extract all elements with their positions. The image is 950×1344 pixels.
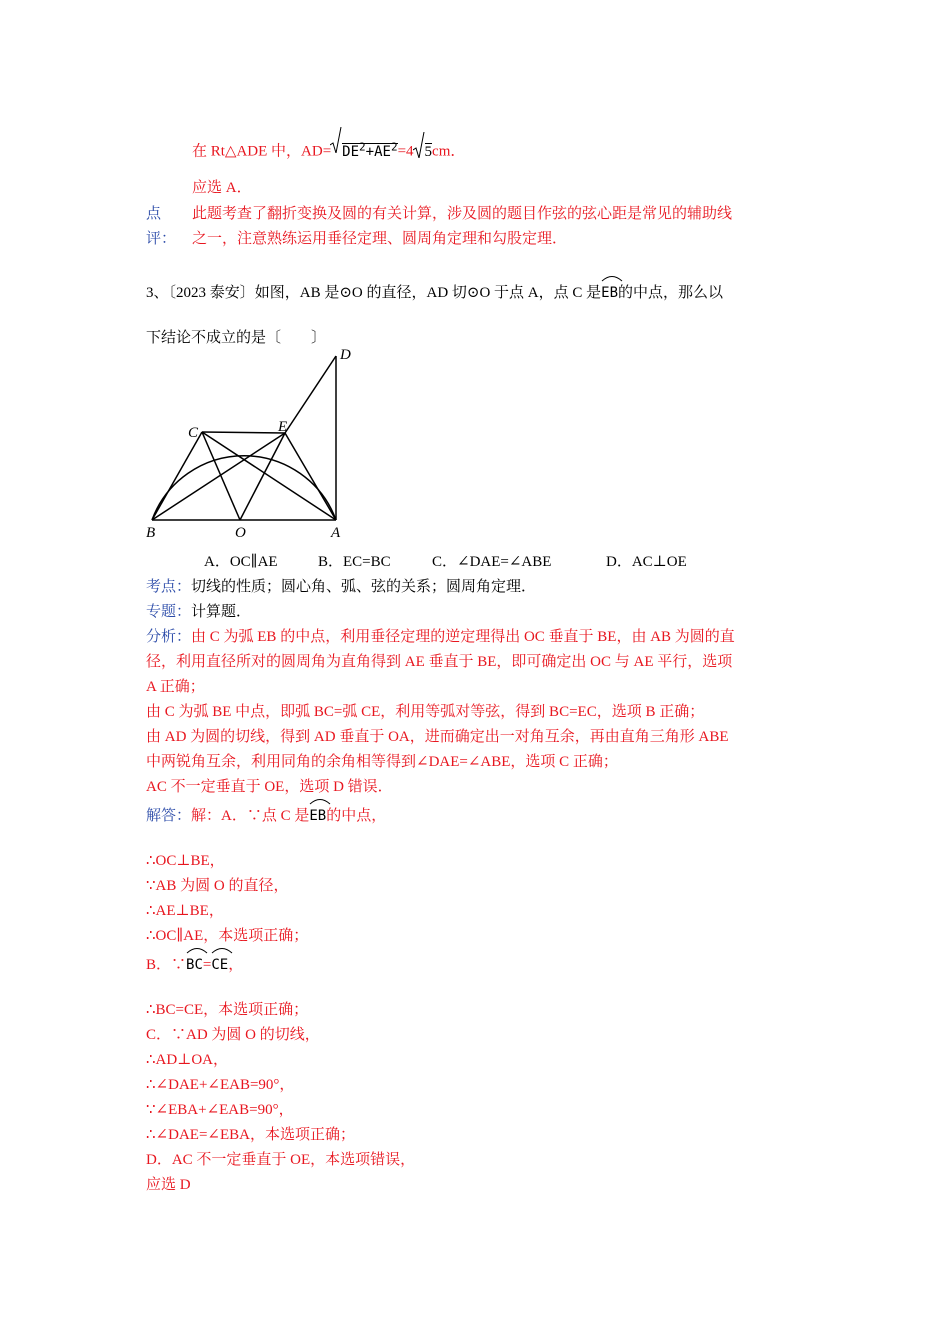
arc-icon xyxy=(211,946,233,954)
fenxi-line-7: AC 不一定垂直于 OE，选项 D 错误． xyxy=(146,779,393,795)
segment-de xyxy=(285,356,336,433)
jieda-line-6 xyxy=(146,955,243,975)
question-text-pre: 3、〔2023 泰安〕如图，AB 是⊙O 的直径，AD 切⊙O 于点 A，点 C 是 xyxy=(146,285,602,301)
prev-answer: 应选 A． xyxy=(192,180,252,196)
fenxi-line-3: A 正确； xyxy=(146,679,205,695)
fenxi-text-1: 由 C 为弧 EB 的中点，利用垂径定理的逆定理得出 OC 垂直于 BE，由 AB 为圆的直 xyxy=(191,629,735,645)
fenxi-line-4: 由 C 为弧 BE 中点，即弧 BC=弧 CE，利用等弧对等弦，得到 BC=EC，选项 B 正确； xyxy=(146,704,705,720)
five-value: 5 xyxy=(424,143,433,160)
label-a: A xyxy=(331,525,341,541)
question-text-post: 的中点，那么以 xyxy=(618,285,724,301)
fenxi-line-2: 径，利用直径所对的圆周角为直角得到 AE 垂直于 BE，即可确定出 OC 与 AE 平行，选项 xyxy=(146,654,733,670)
jieda-text-6-pre: B．∵ xyxy=(146,957,187,973)
fenxi-line-5: 由 AD 为圆的切线，得到 AD 垂直于 OA，进而确定出一对角互余，再由直角三角形 ABE xyxy=(146,729,729,745)
jieda-line-10: ∴∠DAE+∠EAB=90°， xyxy=(146,1077,295,1093)
label-d: D xyxy=(340,347,351,363)
arc-eb-2-label: EB xyxy=(309,808,327,824)
fenxi-line-6: 中两锐角互余，利用同角的余角相等得到∠DAE=∠ABE，选项 C 正确； xyxy=(146,754,618,770)
label-b: B xyxy=(146,525,156,541)
arc-bc xyxy=(186,955,203,975)
label-e: E xyxy=(278,419,288,435)
fenxi-label: 分析： xyxy=(146,629,192,645)
jieda-label: 解答： xyxy=(146,808,192,824)
prev-solution-line xyxy=(192,137,465,162)
jieda-text-1-post: 的中点， xyxy=(326,808,387,824)
arc-icon xyxy=(309,797,331,805)
jieda-line-2: ∴OC⊥BE， xyxy=(146,853,225,869)
label-c: C xyxy=(188,425,199,441)
jieda-line-9: ∴AD⊥OA， xyxy=(146,1052,228,1068)
jieda-text-1-pre: 解：A．∵点 C 是 xyxy=(191,808,310,824)
question-line-2: 下结论不成立的是〔 〕 xyxy=(146,330,327,346)
arc-icon xyxy=(601,274,623,282)
jieda-line-7: ∴BC=CE，本选项正确； xyxy=(146,1002,309,1018)
sqrt-sign-icon xyxy=(413,132,425,158)
zhuanti-label: 专题： xyxy=(146,604,192,620)
arc-eb xyxy=(601,283,618,303)
arc-eb-label: EB xyxy=(601,285,619,301)
sqrt-5 xyxy=(414,142,433,162)
zhuanti-row xyxy=(146,602,251,622)
arc-eb-2 xyxy=(309,806,326,826)
segment-ca xyxy=(202,432,336,520)
jieda-line-12: ∴∠DAE=∠EBA，本选项正确； xyxy=(146,1127,355,1143)
sqrt-de: DE xyxy=(342,143,360,160)
zhuanti-text: 计算题． xyxy=(191,604,252,620)
arc-bc-label: BC xyxy=(186,957,203,973)
label-o: O xyxy=(235,525,246,541)
jieda-eq: = xyxy=(202,957,212,973)
jieda-line-11: ∵∠EBA+∠EAB=90°， xyxy=(146,1102,294,1118)
segment-oe xyxy=(240,433,285,520)
prev-ad-formula-prefix: 在 Rt△ADE 中，AD= xyxy=(192,143,332,160)
option-c: C．∠DAE=∠ABE xyxy=(432,554,552,570)
sup-2-a: 2 xyxy=(359,140,366,153)
jieda-line-5: ∴OC∥AE，本选项正确； xyxy=(146,928,309,944)
segment-bc xyxy=(152,432,202,520)
segment-ce xyxy=(202,432,285,433)
jieda-line-14: 应选 D xyxy=(146,1177,191,1193)
kaodian-text: 切线的性质；圆心角、弧、弦的关系；圆周角定理． xyxy=(191,579,537,595)
comment-label-2: 评： xyxy=(146,231,177,247)
jieda-line-13: D．AC 不一定垂直于 OE，本选项错误， xyxy=(146,1152,416,1168)
sqrt-plus-ae: +AE xyxy=(365,143,391,160)
option-b: B．EC=BC xyxy=(318,554,391,570)
sqrt-expression xyxy=(331,137,397,162)
sup-2-b: 2 xyxy=(390,140,398,153)
comment-label-1: 点 xyxy=(146,206,162,222)
arc-ce xyxy=(211,955,228,975)
sqrt-sign-icon xyxy=(330,127,342,153)
jieda-text-6-post: ， xyxy=(228,957,244,973)
jieda-line-1 xyxy=(146,806,386,826)
geometry-figure xyxy=(140,340,370,550)
kaodian-row xyxy=(146,577,536,597)
jieda-line-3: ∵AB 为圆 O 的直径， xyxy=(146,878,289,894)
semicircle xyxy=(152,456,336,520)
option-a: A．OC∥AE xyxy=(204,554,278,570)
segment-be xyxy=(152,433,285,520)
comment-line-2: 之一，注意熟练运用垂径定理、圆周角定理和勾股定理． xyxy=(192,231,568,247)
arc-ce-label: CE xyxy=(211,957,229,973)
question-line-1 xyxy=(146,283,723,303)
eq-4: =4 xyxy=(397,143,414,160)
segment-ea xyxy=(285,433,336,520)
comment-line-1: 此题考查了翻折变换及圆的有关计算，涉及圆的题目作弦的弦心距是常见的辅助线 xyxy=(192,206,733,222)
unit-cm: cm． xyxy=(432,143,466,160)
fenxi-line-1 xyxy=(146,627,735,647)
arc-icon xyxy=(186,946,208,954)
jieda-line-4: ∴AE⊥BE， xyxy=(146,903,224,919)
jieda-line-8: C．∵AD 为圆 O 的切线， xyxy=(146,1027,320,1043)
kaodian-label: 考点： xyxy=(146,579,192,595)
option-d: D．AC⊥OE xyxy=(606,554,687,570)
